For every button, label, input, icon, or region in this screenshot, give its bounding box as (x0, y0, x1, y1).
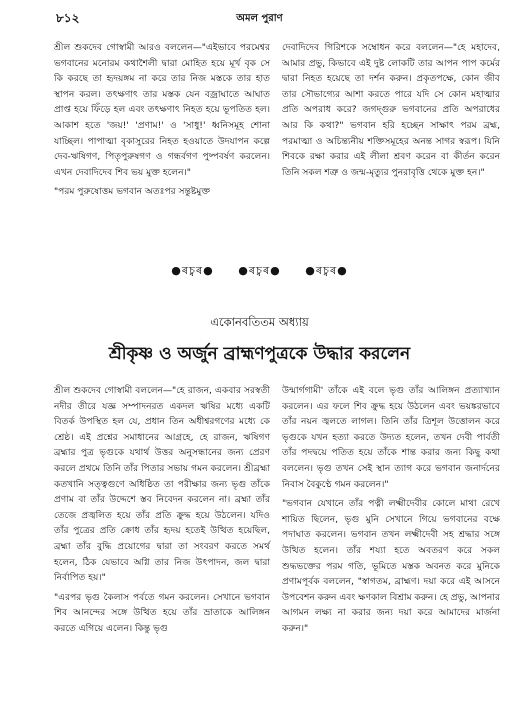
paragraph: "ভগবান যেখানে তাঁর পত্নী লক্ষ্মীদেবীর কোলে মাথা রেখে শায়িত ছিলেন, ভৃগু মুনি সেখানে গিয়ে ভগবানের বক্ষে পদাঘাত করলেন। ভগবান তখন লক্ষ্মীদেবী সহ শ্রদ্ধার সঙ্গে উত্থিত হলেন। তাঁর শয্যা হতে অবতরণ করে সকল শুদ্ধভক্তের পরম গতি, ভূমিতে মস্তক অবনত করে মুনিকে প্রণামপূর্বক বললেন, "স্বাগতম, ব্রাহ্মণ। দয়া করে এই আসনে উপবেশন করুন এবং ক্ষণকাল বিশ্রাম করুন। হে প্রভু, আপনার আগমন লক্ষ্য না করার জন্য দয়া করে আমাদের মার্জনা করুন।" (282, 499, 500, 634)
paragraph: শ্রীল শুকদেব গোস্বামী আরও বললেন—"এইভাবে পরমেশ্বর ভগবানের মনোরম কথাশৈলী দ্বারা মোহিত হয়ে মূর্খ বৃক সে কি করছে তা হৃদয়ঙ্গম না করে তার নিজ মস্তকে তার হাত স্থাপন করল। তৎক্ষণাৎ তার মস্তক যেন বজ্রাঘাতে আঘাত প্রাপ্ত হয়ে ফিঁড়ে হল এবং তৎক্ষণাৎ নিহত হয়ে ভূপতিত হল। আকাশ হতে 'জয়!' 'প্রণাম!' ও 'সাধু!' ধ্বনিসমূহ শোনা যাচ্ছিল। পাপাত্মা বৃকাসুরের নিহত হওয়াতে উদযাপন কল্পে দেব-ঋষিগণ, পিতৃপুরুষগণ ও গন্ধর্বগণ পুষ্পবর্ষণ করলেন। এখন দেবাদিদেব শিব ভয় মুক্ত হলেন।" (54, 43, 270, 178)
paragraph: "পরম পুরুষোত্তম ভগবান অতঃপর সন্তুষ্টমুক্ত (54, 187, 211, 198)
paragraph: "এরপর ভৃগু কৈলাস পর্বতে গমন করলেন। সেখানে ভগবান শিব আনন্দের সঙ্গে উত্থিত হয়ে তাঁর ভ্রাতাকে আলিঙ্গন করতে এগিয়ে এলেন। কিন্তু ভৃগু (54, 592, 270, 634)
running-title: অমল পুরাণ (236, 13, 283, 24)
chapter-number: একোনবতিতম অধ্যায় (210, 315, 309, 329)
bottom-left-column (54, 384, 270, 638)
bottom-right-column (282, 384, 500, 638)
paragraph: শ্রীল শুকদেব গোস্বামী বললেন—"হে রাজন, একবার সরস্বতী নদীর তীরে যজ্ঞ সম্পাদনরত একদল ঋষির মধ্যে একটি বিতর্ক উপস্থিত হল যে, প্রধান তিন অধীশ্বরগণের মধ্যে কে শ্রেষ্ঠ। এই প্রশ্নের সমাধানের আগ্রহে, হে রাজন, ঋষিগণ ব্রহ্মার পুত্র ভৃগুকে যথার্থ উত্তর অনুসন্ধানের জন্য প্রেরণ করলে প্রথমে তিনি তাঁর পিতার সভায় গমন করলেন। শ্রীব্রহ্মা কতখানি সত্ত্বগুণে অধিষ্ঠিত তা পরীক্ষার জন্য ভৃগু তাঁকে প্রণাম বা তাঁর উদ্দেশে স্তব নিবেদন করলেন না। ব্রহ্মা তাঁর তেজে প্রজ্বলিত হয়ে তাঁর প্রতি ক্রুদ্ধ হয়ে উঠলেন। যদিও তাঁর পুত্রের প্রতি ক্রোধ তাঁর হৃদয় হতেই উত্থিত হয়েছিল, ব্রহ্মা তাঁর বুদ্ধি প্রয়োগের দ্বারা তা সংবরণ করতে সমর্থ হলেন, ঠিক যেভাবে অগ্নি তার নিজ উৎপাদন, জল দ্বারা নির্বাপিত হয়।" (54, 386, 270, 584)
paragraph: দেবাদিদেব গিরিশকে সম্বোধন করে বললেন—"হে মহাদেব, আমার প্রভু, কিভাবে এই দুষ্ট লোকটি তার আপন পাপ কর্মের দ্বারা নিহত হয়েছে তা দর্শন করুন। প্রকৃতপক্ষে, কোন জীব তার সৌভাগ্যের আশা করতে পারে যদি সে কোন মহাত্মার প্রতি অপরাধ করে? জগদ্গুরু ভগবানের প্রতি অপরাধের আর কি কথা?" ভগবান হরি হচ্ছেন সাক্ষাৎ পরম ব্রহ্ম, পরমাত্মা ও অচিন্ত্যনীয় শক্তিসমূহের অনন্ত সাগর স্বরূপ। যিনি শিবকে রক্ষা করার এই লীলা শ্রবণ করেন বা কীর্তন করেন তিনি সকল শত্রু ও জন্ম-মৃত্যুর পুনরাবৃত্তি থেকে মুক্ত হন।" (282, 43, 500, 178)
ornament-mark: ●ৰচ্বৰ● (305, 264, 348, 277)
page-number: ৮১২ (56, 11, 80, 25)
paragraph: উন্মার্গগামী' তাঁকে এই বলে ভৃগু তাঁর আলিঙ্গন প্রত্যাখ্যান করলেন। এর ফলে শিব ক্রুদ্ধ হয়ে উঠলেন এবং ভয়ঙ্করভাবে তাঁর নয়ন জ্বলতে লাগল। তিনি তাঁর ত্রিশূল উত্তোলন করে ভৃগুকে যখন হত্যা করতে উদ্যত হলেন, তখন দেবী পার্বতী তাঁর পদদ্বয়ে পতিত হয়ে তাঁকে শান্ত করার জন্য কিছু কথা বললেন। ভৃগু তখন সেই স্থান ত্যাগ করে ভগবান জনার্দনের নিবাস বৈকুণ্ঠে গমন করলেন।" (282, 386, 500, 490)
section-ornament (0, 262, 519, 281)
top-left-column (54, 41, 270, 201)
top-right-column (282, 41, 500, 181)
ornament-mark: ●ৰচ্বৰ● (171, 264, 214, 277)
chapter-title: শ্রীকৃষ্ণ ও অর্জুন ব্রাহ্মণপুত্রকে উদ্ধার করলেন (108, 344, 411, 364)
ornament-mark: ●ৰচ্বৰ● (238, 264, 281, 277)
